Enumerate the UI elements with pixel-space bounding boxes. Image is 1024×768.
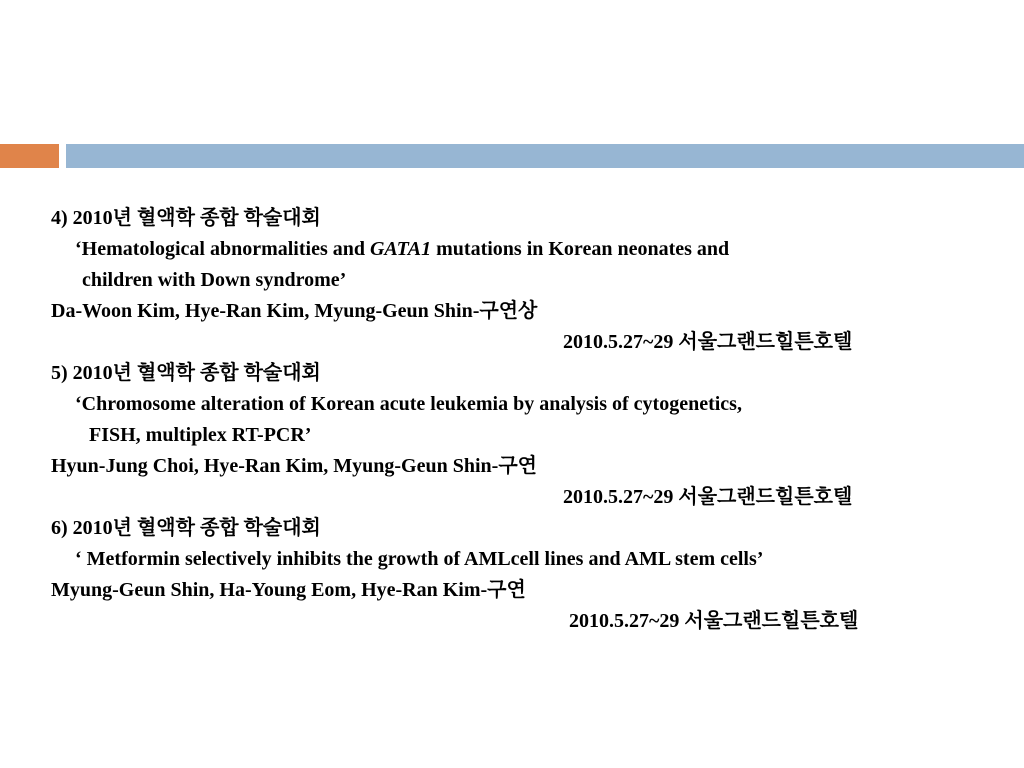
entry-date-venue: 2010.5.27~29 서울그랜드힐튼호텔 (569, 610, 859, 632)
entry-title-continued: children with Down syndrome’ (82, 269, 347, 291)
entry-heading: 5) 2010년 혈액학 종합 학술대회 (51, 362, 321, 384)
gene-name: GATA1 (369, 238, 432, 260)
accent-bar-blue (66, 144, 1024, 168)
entry-date-venue: 2010.5.27~29 서울그랜드힐튼호텔 (563, 331, 853, 353)
publication-list (51, 203, 1011, 637)
entry-title-continued: FISH, multiplex RT-PCR’ (89, 424, 312, 446)
entry-title: ‘Chromosome alteration of Korean acute leukemia by analysis of cytogenetics, (75, 393, 742, 415)
entry-authors: Da-Woon Kim, Hye-Ran Kim, Myung-Geun Shin-구연상 (51, 300, 538, 322)
entry-authors: Myung-Geun Shin, Ha-Young Eom, Hye-Ran Kim-구연 (51, 579, 526, 601)
entry-heading: 4) 2010년 혈액학 종합 학술대회 (51, 207, 321, 229)
entry-title: ‘Hematological abnormalities and GATA1 mutations in Korean neonates and (75, 238, 730, 260)
entry-heading: 6) 2010년 혈액학 종합 학술대회 (51, 517, 321, 539)
accent-bar-orange (0, 144, 59, 168)
entry-date-venue: 2010.5.27~29 서울그랜드힐튼호텔 (563, 486, 853, 508)
entry-authors: Hyun-Jung Choi, Hye-Ran Kim, Myung-Geun Shin-구연 (51, 455, 537, 477)
entry-title: ‘ Metformin selectively inhibits the growth of AMLcell lines and AML stem cells’ (75, 548, 764, 570)
